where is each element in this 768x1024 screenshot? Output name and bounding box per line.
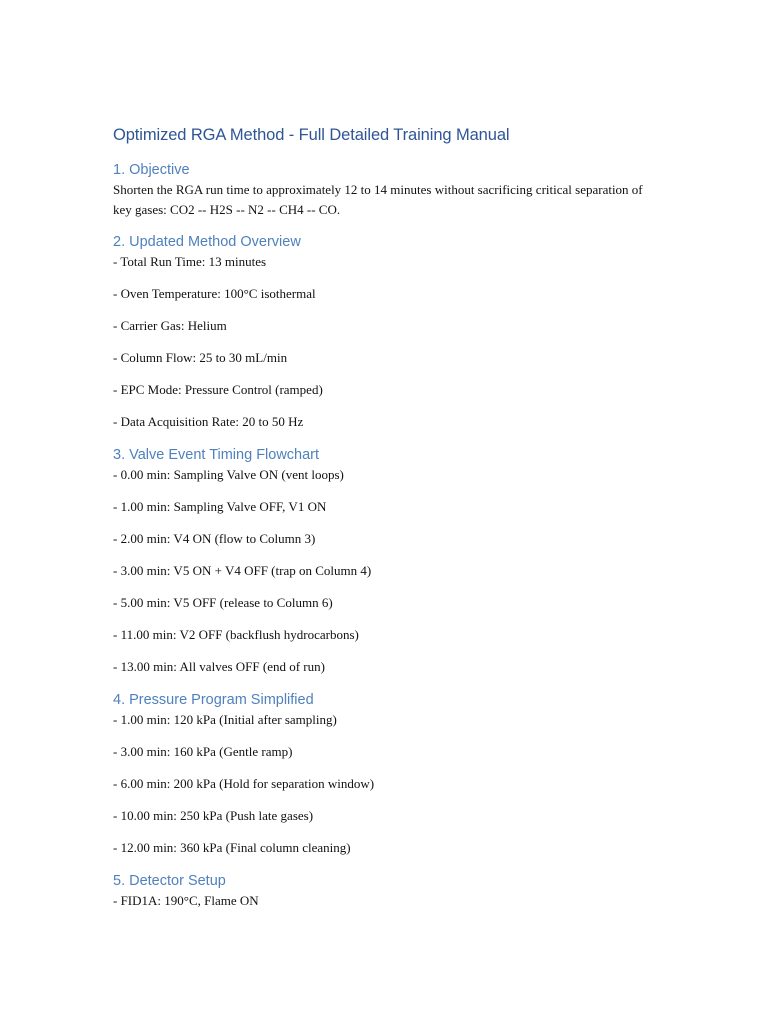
document-page: [113, 124, 653, 923]
document-title: Optimized RGA Method - Full Detailed Training Manual: [113, 126, 510, 144]
list-item: - EPC Mode: Pressure Control (ramped): [113, 382, 323, 397]
section-heading: 1. Objective: [113, 162, 190, 178]
list-item: - 1.00 min: 120 kPa (Initial after sampling): [113, 712, 337, 727]
list-item: - 1.00 min: Sampling Valve OFF, V1 ON: [113, 499, 327, 514]
list-item: - 3.00 min: 160 kPa (Gentle ramp): [113, 744, 293, 759]
section-heading: 3. Valve Event Timing Flowchart: [113, 447, 320, 463]
list-item: - 10.00 min: 250 kPa (Push late gases): [113, 808, 314, 823]
list-item: - 5.00 min: V5 OFF (release to Column 6): [113, 595, 333, 610]
list-item: - Total Run Time: 13 minutes: [113, 254, 267, 269]
objective-paragraph: Shorten the RGA run time to approximately 12 to 14 minutes without sacrificing critical separation of key gases: CO2 -- H2S -- N2 -- CH4 -- CO.: [113, 182, 643, 217]
list-item: - 12.00 min: 360 kPa (Final column cleaning): [113, 840, 351, 855]
list-item: - Carrier Gas: Helium: [113, 318, 227, 333]
list-item: - FID1A: 190°C, Flame ON: [113, 893, 259, 908]
list-item: - 11.00 min: V2 OFF (backflush hydrocarbons): [113, 627, 359, 642]
section-objective: [113, 160, 653, 220]
section-pressure-program: [113, 690, 653, 858]
section-valve-timing: [113, 445, 653, 677]
list-item: - Oven Temperature: 100°C isothermal: [113, 286, 316, 301]
list-item: - 2.00 min: V4 ON (flow to Column 3): [113, 531, 316, 546]
section-method-overview: [113, 232, 653, 432]
list-item: - Data Acquisition Rate: 20 to 50 Hz: [113, 414, 304, 429]
list-item: - 13.00 min: All valves OFF (end of run): [113, 659, 325, 674]
list-item: - 0.00 min: Sampling Valve ON (vent loops): [113, 467, 344, 482]
list-item: - Column Flow: 25 to 30 mL/min: [113, 350, 288, 365]
section-detector-setup: [113, 871, 653, 911]
section-heading: 5. Detector Setup: [113, 873, 226, 889]
section-heading: 2. Updated Method Overview: [113, 234, 301, 250]
list-item: - 3.00 min: V5 ON + V4 OFF (trap on Column 4): [113, 563, 372, 578]
section-heading: 4. Pressure Program Simplified: [113, 692, 314, 708]
list-item: - 6.00 min: 200 kPa (Hold for separation window): [113, 776, 375, 791]
